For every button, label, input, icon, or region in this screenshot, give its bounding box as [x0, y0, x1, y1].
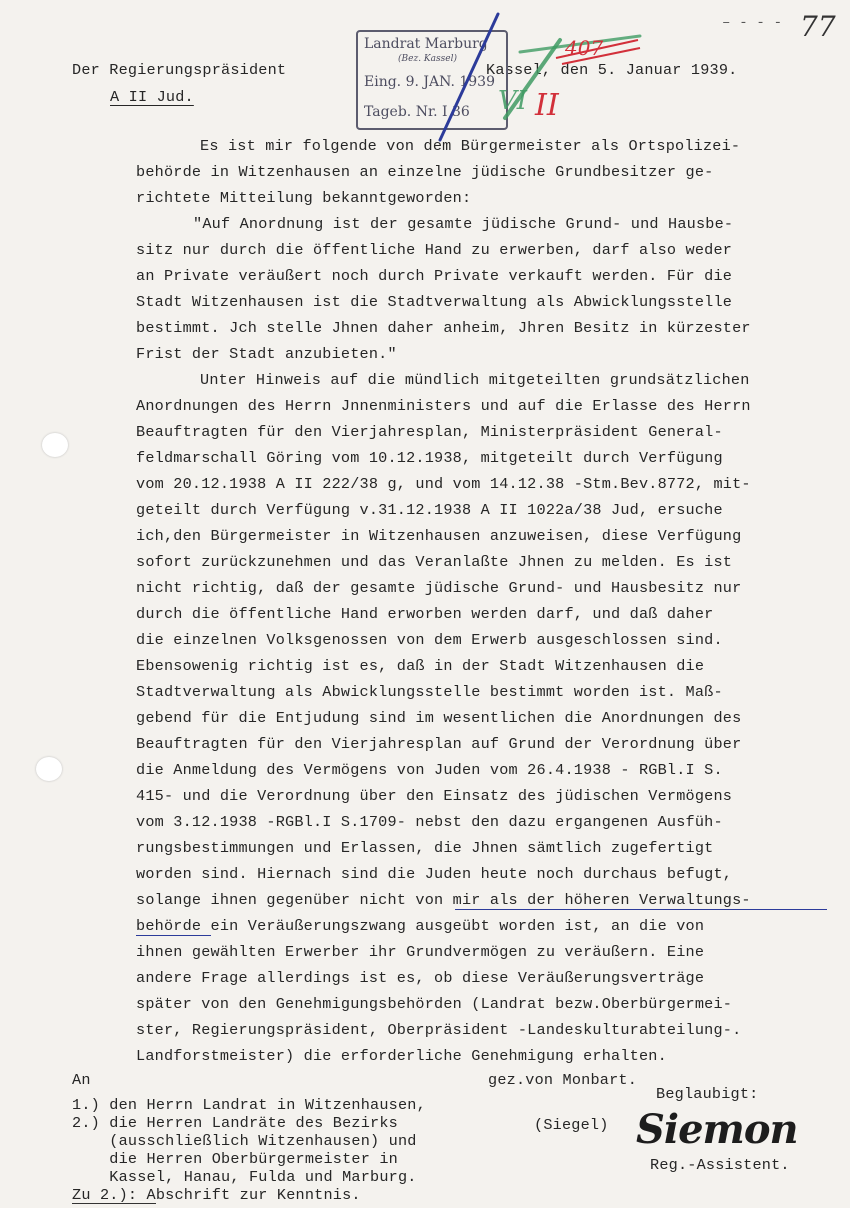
body-line-33: andere Frage allerdings ist es, ob diese Veräußerungsverträge	[136, 969, 705, 987]
body-line-25: die Anmeldung des Vermögens von Juden vom 26.4.1938 - RGBl.I S.	[136, 761, 723, 779]
signer-role: Reg.-Assistent.	[650, 1156, 790, 1174]
stamp-office: Landrat Marburg	[364, 36, 488, 52]
body-line-2: behörde in Witzenhausen an einzelne jüdische Grundbesitzer ge-	[136, 163, 714, 181]
body-line-26: 415- und die Verordnung über den Einsatz des jüdischen Vermögens	[136, 787, 733, 805]
body-line-9: Frist der Stadt anzubieten."	[136, 345, 397, 363]
body-line-22: Stadtverwaltung als Abwicklungsstelle bestimmt worden ist. Maß-	[136, 683, 723, 701]
body-line-21: Ebensowenig richtig ist es, daß in der Stadt Witzenhausen die	[136, 657, 705, 675]
body-line-16: ich,den Bürgermeister in Witzenhausen anzuweisen, diese Verfügung	[136, 527, 742, 545]
recipient-line-5: Kassel, Hanau, Fulda und Marburg.	[72, 1168, 417, 1186]
recipient-line-4: die Herren Oberbürgermeister in	[72, 1150, 398, 1168]
reference-code: A II Jud.	[110, 88, 194, 106]
body-line-11: Anordnungen des Herrn Jnnenministers und auf die Erlasse des Herrn	[136, 397, 751, 415]
body-line-31: behörde ein Veräußerungszwang ausgeübt worden ist, an die von	[136, 917, 705, 935]
body-line-17: sofort zurückzunehmen und das Veranlaßte Jhnen zu melden. Es ist	[136, 553, 733, 571]
body-line-29: worden sind. Hiernach sind die Juden heute noch durchaus befugt,	[136, 865, 733, 883]
footer-note: Zu 2.): Abschrift zur Kenntnis.	[72, 1186, 361, 1204]
body-line-14: vom 20.12.1938 A II 222/38 g, und vom 14.12.38 -Stm.Bev.8772, mit-	[136, 475, 751, 493]
body-line-1: Es ist mir folgende von dem Bürgermeister als Ortspolizei-	[200, 137, 741, 155]
body-line-30: solange ihnen gegenüber nicht von mir als der höheren Verwaltungs-	[136, 891, 751, 909]
body-line-27: vom 3.12.1938 -RGBl.I S.1709- nebst den dazu ergangenen Ausfüh-	[136, 813, 723, 831]
certified-label: Beglaubigt:	[656, 1085, 759, 1103]
blue-diagonal-stroke	[440, 14, 498, 140]
body-line-35: ster, Regierungspräsident, Oberpräsident -Landeskulturabteilung-.	[136, 1021, 742, 1039]
punch-hole-top	[42, 433, 68, 457]
body-line-6: an Private veräußert noch durch Private verkauft werden. Für die	[136, 267, 733, 285]
body-line-5: sitz nur durch die öffentliche Hand zu erwerben, darf also weder	[136, 241, 733, 259]
red-mark-annotation: II	[535, 88, 559, 123]
emphasis-underline-2	[136, 935, 211, 936]
body-line-8: bestimmt. Jch stelle Jhnen daher anheim, Jhren Besitz in kürzester	[136, 319, 751, 337]
body-line-18: nicht richtig, daß der gesamte jüdische Grund- und Hausbesitz nur	[136, 579, 742, 597]
punch-hole-bottom	[36, 757, 62, 781]
corner-marks: – - - -	[722, 15, 783, 31]
signed-by: gez.von Monbart.	[488, 1071, 638, 1089]
emphasis-underline-1	[455, 909, 827, 910]
place-date: Kassel, den 5. Januar 1939.	[486, 61, 738, 79]
red-number-annotation: 407	[565, 36, 604, 60]
handwritten-signature: Siemon	[636, 1106, 798, 1153]
green-mark-annotation: VI	[498, 86, 528, 116]
body-line-13: feldmarschall Göring vom 10.12.1938, mitgeteilt durch Verfügung	[136, 449, 723, 467]
body-line-12: Beauftragten für den Vierjahresplan, Ministerpräsident General-	[136, 423, 723, 441]
sender-title: Der Regierungspräsident	[72, 61, 287, 79]
body-line-10: Unter Hinweis auf die mündlich mitgeteilten grundsätzlichen	[200, 371, 750, 389]
stamp-district: (Bez. Kassel)	[398, 54, 457, 64]
archive-number: 77	[800, 10, 836, 43]
body-line-15: geteilt durch Verfügung v.31.12.1938 A II 1022a/38 Jud, ersuche	[136, 501, 723, 519]
body-line-3: richtete Mitteilung bekanntgeworden:	[136, 189, 472, 207]
body-line-32: ihnen gewählten Erwerber ihr Grundvermögen zu veräußern. Eine	[136, 943, 705, 961]
body-line-4: "Auf Anordnung ist der gesamte jüdische Grund- und Hausbe-	[193, 215, 734, 233]
recipient-line-3: (ausschließlich Witzenhausen) und	[72, 1132, 417, 1150]
stamp-received-date: Eing. 9. JAN. 1939	[364, 74, 495, 90]
stamp-journal-number: Tageb. Nr. I 36	[364, 104, 470, 120]
body-line-20: die einzelnen Volksgenossen von dem Erwerb ausgeschlossen sind.	[136, 631, 723, 649]
body-line-7: Stadt Witzenhausen ist die Stadtverwaltung als Abwicklungsstelle	[136, 293, 733, 311]
footer-underline	[72, 1203, 156, 1204]
recipient-line-2: 2.) die Herren Landräte des Bezirks	[72, 1114, 398, 1132]
recipients-heading: An	[72, 1071, 91, 1089]
body-line-36: Landforstmeister) die erforderliche Genehmigung erhalten.	[136, 1047, 667, 1065]
body-line-23: gebend für die Entjudung sind im wesentlichen die Anordnungen des	[136, 709, 742, 727]
body-line-28: rungsbestimmungen und Erlassen, die Jhnen sämtlich zugefertigt	[136, 839, 714, 857]
recipient-line-1: 1.) den Herrn Landrat in Witzenhausen,	[72, 1096, 426, 1114]
body-line-34: später von den Genehmigungsbehörden (Landrat bezw.Oberbürgermei-	[136, 995, 733, 1013]
seal-note: (Siegel)	[534, 1116, 609, 1134]
body-line-19: durch die öffentliche Hand erworben werden darf, und daß daher	[136, 605, 714, 623]
body-line-24: Beauftragten für den Vierjahresplan auf Grund der Verordnung über	[136, 735, 742, 753]
